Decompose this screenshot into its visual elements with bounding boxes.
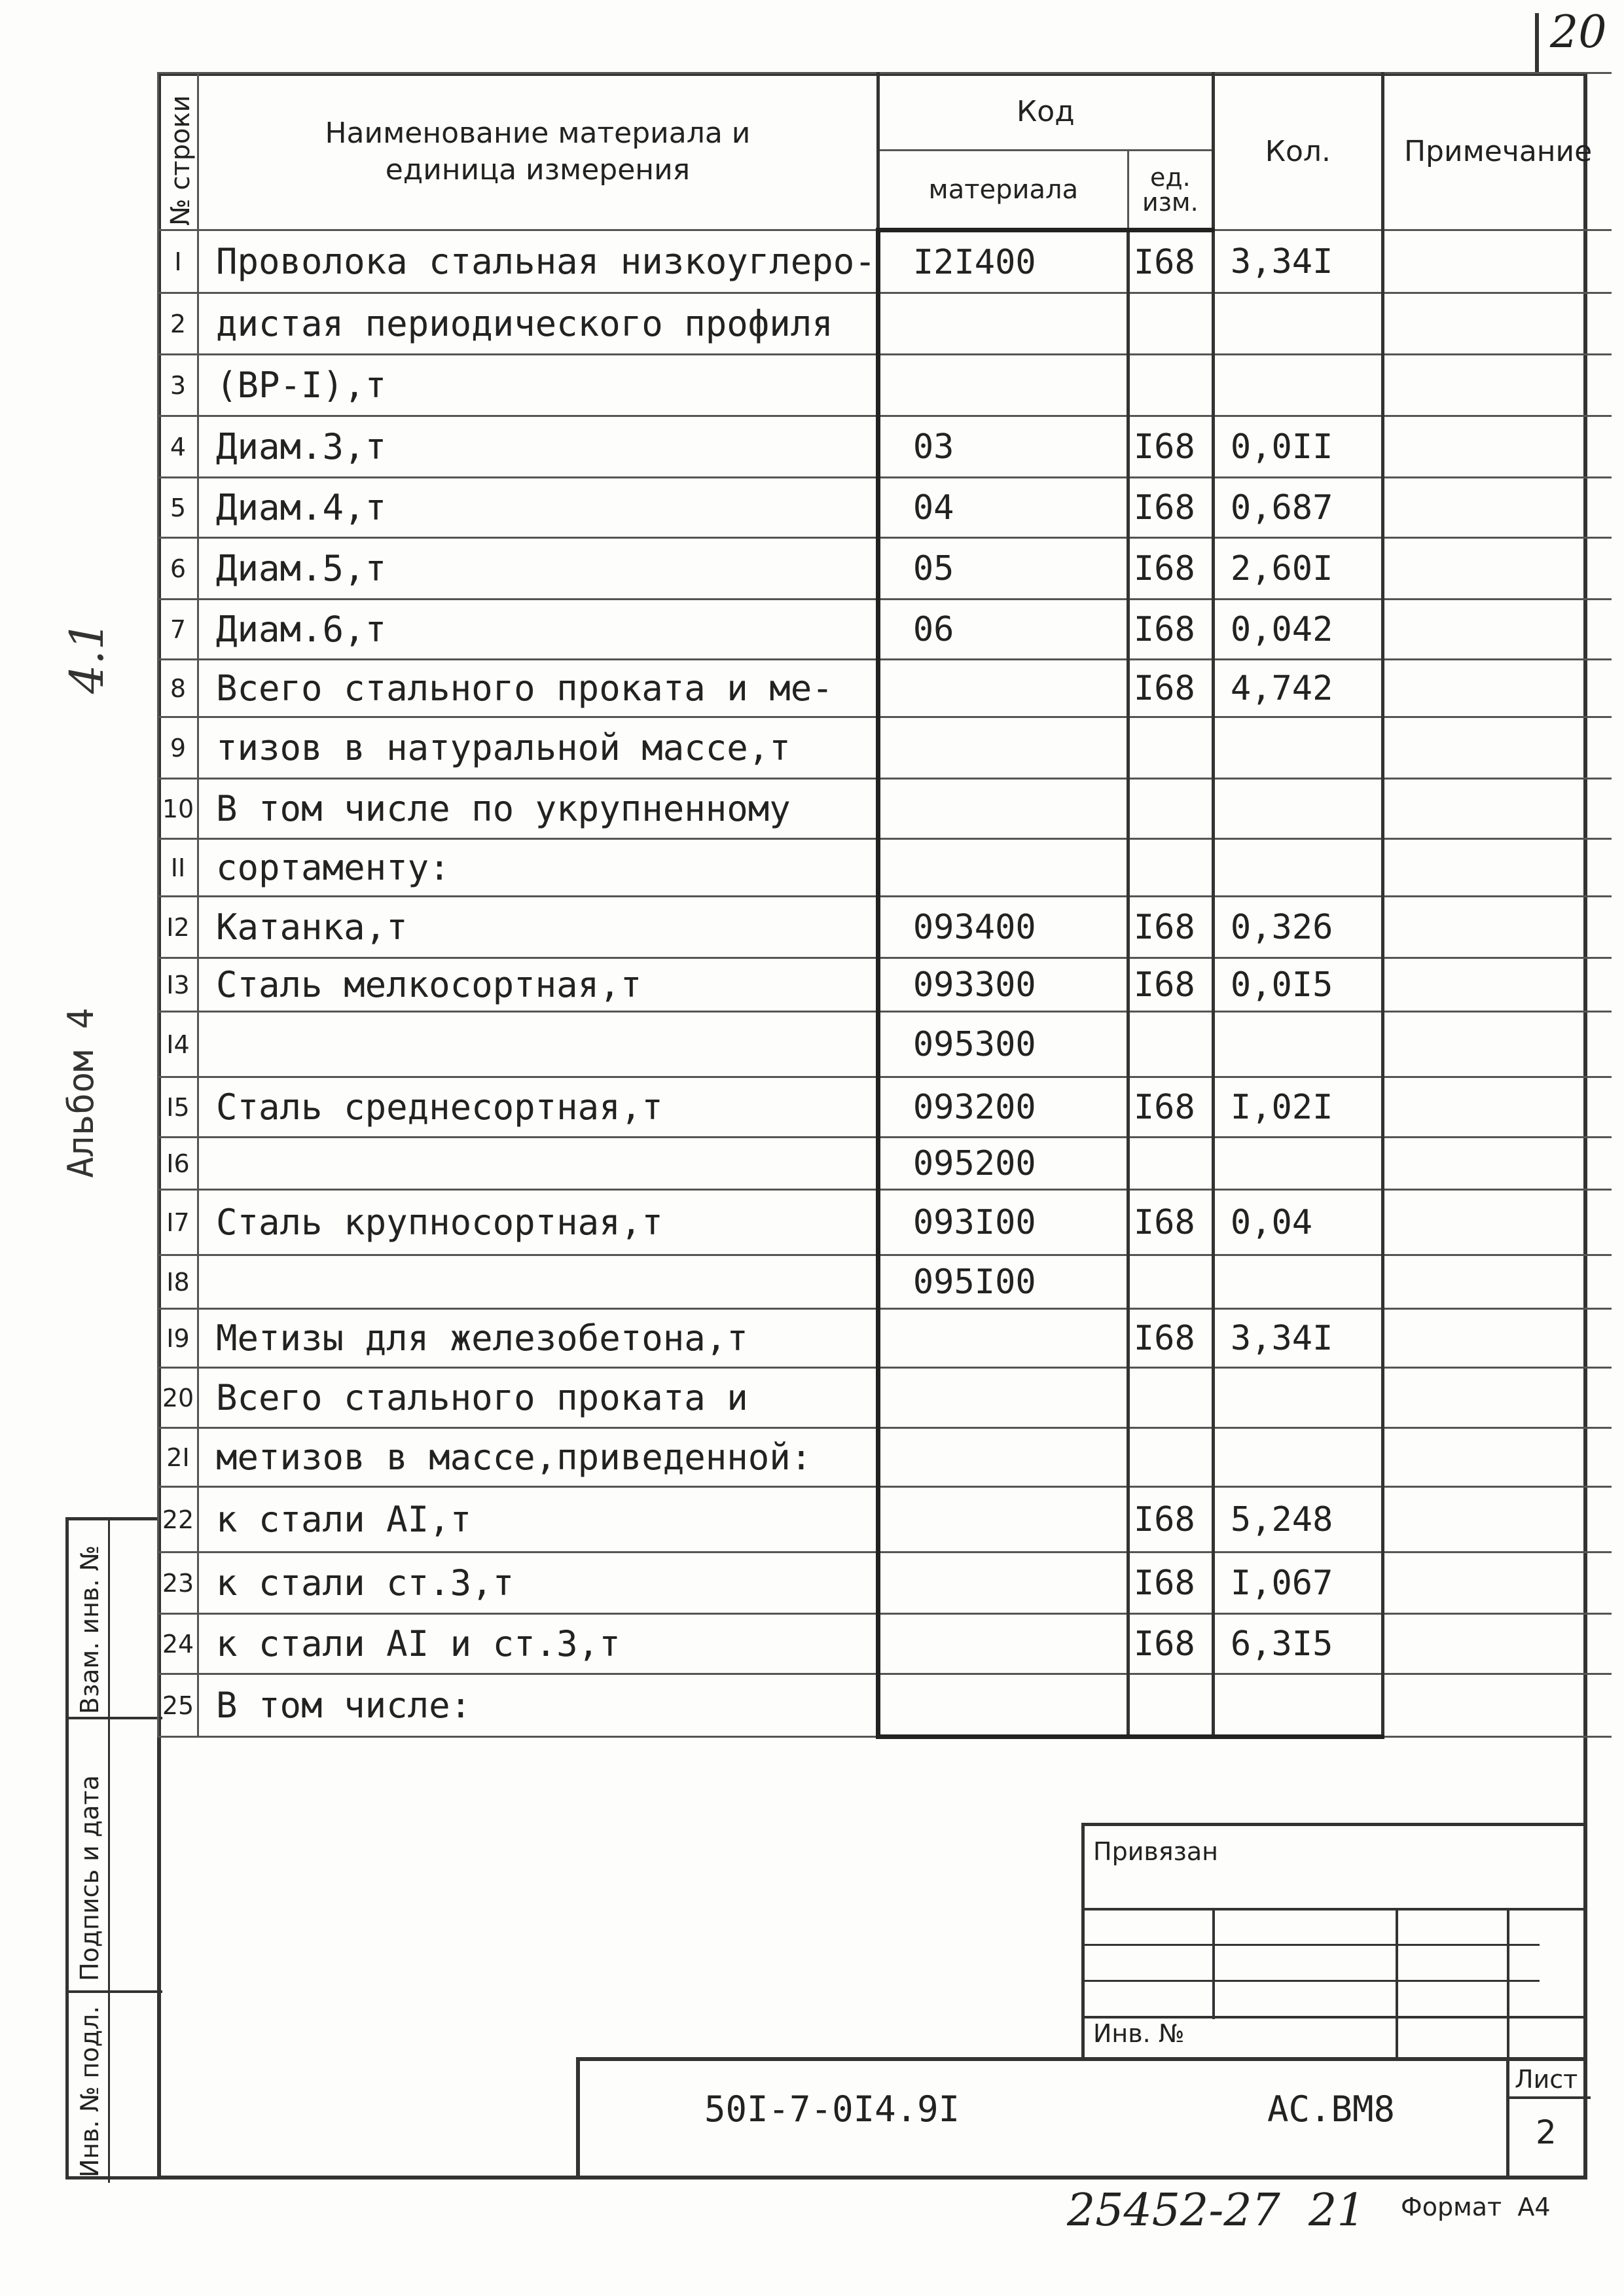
note-cell xyxy=(1382,478,1612,538)
material-name: Проволока стальная низкоуглеро- xyxy=(198,230,878,293)
note-cell xyxy=(1382,1368,1612,1428)
table-row xyxy=(158,355,1612,416)
material-code xyxy=(878,1674,1128,1737)
material-code xyxy=(878,779,1128,839)
material-name: Диам.5,т xyxy=(198,538,878,600)
name-header-line1: Наименование материала и xyxy=(325,116,751,150)
table-row xyxy=(158,478,1612,538)
unit-code xyxy=(1128,1138,1213,1190)
table-row xyxy=(158,1190,1612,1255)
tb-line-4 xyxy=(1081,2016,1587,2018)
note-cell xyxy=(1382,230,1612,293)
quantity xyxy=(1213,293,1382,355)
tb-border-left xyxy=(1081,1823,1085,2058)
table-row xyxy=(158,1077,1612,1138)
unit-code: I68 xyxy=(1128,660,1213,717)
quantity: 2,60I xyxy=(1213,538,1382,600)
row-number: 2 xyxy=(158,293,198,355)
material-code: 093200 xyxy=(878,1077,1128,1138)
material-code xyxy=(878,1309,1128,1368)
material-name: (BP-I),т xyxy=(198,355,878,416)
quantity xyxy=(1213,1138,1382,1190)
material-name: Всего стального проката и ме- xyxy=(198,660,878,717)
unit-code xyxy=(1128,1255,1213,1309)
doc-code-block xyxy=(576,2057,1587,2179)
note-cell xyxy=(1382,1255,1612,1309)
row-no-header xyxy=(158,73,198,230)
table-row xyxy=(158,293,1612,355)
note-header: Примечание xyxy=(1382,73,1612,230)
note-cell xyxy=(1382,839,1612,897)
unit-code: I68 xyxy=(1128,1614,1213,1674)
note-cell xyxy=(1382,416,1612,478)
material-code: 093300 xyxy=(878,958,1128,1012)
format-label: Формат А4 xyxy=(1401,2193,1551,2221)
material-name: В том числе по укрупненному xyxy=(198,779,878,839)
material-code: 093I00 xyxy=(878,1190,1128,1255)
quantity xyxy=(1213,717,1382,779)
unit-code xyxy=(1128,355,1213,416)
sheet-number: 2 xyxy=(1536,2113,1557,2151)
material-code: 095200 xyxy=(878,1138,1128,1190)
quantity: 0,687 xyxy=(1213,478,1382,538)
unit-code: I68 xyxy=(1128,600,1213,660)
row-number: 10 xyxy=(158,779,198,839)
table-row xyxy=(158,1428,1612,1487)
side-note-wrap xyxy=(60,563,113,694)
unit-code: I68 xyxy=(1128,538,1213,600)
table-row xyxy=(158,1309,1612,1368)
quantity: 3,34I xyxy=(1213,230,1382,293)
unit-code: I68 xyxy=(1128,1077,1213,1138)
material-name: Сталь среднесортная,т xyxy=(198,1077,878,1138)
table-row xyxy=(158,1552,1612,1614)
material-name: Всего стального проката и xyxy=(198,1368,878,1428)
name-header xyxy=(198,73,878,230)
table-row xyxy=(158,958,1612,1012)
quantity: I,02I xyxy=(1213,1077,1382,1138)
note-cell xyxy=(1382,1614,1612,1674)
quantity xyxy=(1213,779,1382,839)
note-cell xyxy=(1382,1012,1612,1077)
replaced-inv-cell xyxy=(71,1520,108,1717)
material-code xyxy=(878,1614,1128,1674)
unit-code: I68 xyxy=(1128,897,1213,958)
corner-tick xyxy=(1535,13,1539,72)
sheet-box xyxy=(1506,2061,1587,2179)
replaced-inv-label: Взам. инв. № xyxy=(75,1545,104,1714)
material-name: Диам.4,т xyxy=(198,478,878,538)
row-number: 7 xyxy=(158,600,198,660)
doc-code: 50I-7-0I4.9I xyxy=(704,2089,960,2130)
table-row xyxy=(158,600,1612,660)
sheet-corner-number: 20 xyxy=(1550,7,1607,58)
material-code: 06 xyxy=(878,600,1128,660)
table-row xyxy=(158,1368,1612,1428)
material-name: дистая периодического профиля xyxy=(198,293,878,355)
side-label xyxy=(60,877,113,1178)
unit-code: I68 xyxy=(1128,1190,1213,1255)
sign-date-cell xyxy=(71,1719,108,1990)
sheet-box-line xyxy=(1509,2096,1591,2099)
row-number: II xyxy=(158,839,198,897)
unit-code xyxy=(1128,1368,1213,1428)
material-name: Диам.3,т xyxy=(198,416,878,478)
table-row xyxy=(158,1138,1612,1190)
material-name xyxy=(198,1255,878,1309)
material-code: 093400 xyxy=(878,897,1128,958)
quantity: 0,0II xyxy=(1213,416,1382,478)
quantity: 3,34I xyxy=(1213,1309,1382,1368)
note-cell xyxy=(1382,897,1612,958)
row-number: 23 xyxy=(158,1552,198,1614)
tb-vline-1 xyxy=(1212,1908,1215,2019)
note-cell xyxy=(1382,293,1612,355)
strip-col-line xyxy=(108,1520,110,2183)
row-number: 4 xyxy=(158,416,198,478)
row-number: 22 xyxy=(158,1487,198,1552)
note-cell xyxy=(1382,1077,1612,1138)
sheet-label: Лист xyxy=(1515,2065,1578,2094)
row-number: I8 xyxy=(158,1255,198,1309)
code-unit-header-line1: ед. xyxy=(1149,162,1191,192)
code-header: Код xyxy=(878,73,1213,151)
quantity: 0,04 xyxy=(1213,1190,1382,1255)
unit-code xyxy=(1128,717,1213,779)
unit-code xyxy=(1128,839,1213,897)
note-cell xyxy=(1382,1674,1612,1737)
material-code xyxy=(878,1487,1128,1552)
material-name: к стали AI и ст.3,т xyxy=(198,1614,878,1674)
album-label: Альбом 4 xyxy=(60,1007,101,1178)
note-cell xyxy=(1382,1552,1612,1614)
material-name: тизов в натуральной массе,т xyxy=(198,717,878,779)
quantity: 0,326 xyxy=(1213,897,1382,958)
row-number: 6 xyxy=(158,538,198,600)
material-code: 03 xyxy=(878,416,1128,478)
inv-orig-label: Инв. № подл. xyxy=(75,2005,104,2178)
material-name: Сталь мелкосортная,т xyxy=(198,958,878,1012)
material-name: Сталь крупносортная,т xyxy=(198,1190,878,1255)
material-name: к стали ст.3,т xyxy=(198,1552,878,1614)
row-no-header-label: № строки xyxy=(166,95,196,226)
material-name: сортаменту: xyxy=(198,839,878,897)
tb-vline-3 xyxy=(1507,1908,1509,2058)
material-name: метизов в массе,приведенной: xyxy=(198,1428,878,1487)
table-row xyxy=(158,1012,1612,1077)
unit-code: I68 xyxy=(1128,230,1213,293)
row-number: 9 xyxy=(158,717,198,779)
note-cell xyxy=(1382,1428,1612,1487)
doc-mark: АС.ВМ8 xyxy=(1267,2089,1396,2130)
note-cell xyxy=(1382,538,1612,600)
note-cell xyxy=(1382,1487,1612,1552)
quantity xyxy=(1213,1255,1382,1309)
row-number: I2 xyxy=(158,897,198,958)
quantity: I,067 xyxy=(1213,1552,1382,1614)
quantity: 4,742 xyxy=(1213,660,1382,717)
inv-orig-cell xyxy=(71,1993,108,2183)
row-number: I9 xyxy=(158,1309,198,1368)
note-cell xyxy=(1382,958,1612,1012)
unit-code: I68 xyxy=(1128,478,1213,538)
material-code xyxy=(878,293,1128,355)
qty-header: Кол. xyxy=(1213,73,1382,230)
row-number: 3 xyxy=(158,355,198,416)
quantity: 6,3I5 xyxy=(1213,1614,1382,1674)
material-name xyxy=(198,1012,878,1077)
note-cell xyxy=(1382,1190,1612,1255)
tb-vline-2 xyxy=(1396,1908,1398,2058)
unit-code: I68 xyxy=(1128,416,1213,478)
code-unit-header xyxy=(1128,151,1213,230)
material-code xyxy=(878,660,1128,717)
table-row xyxy=(158,1487,1612,1552)
tb-border-top xyxy=(1081,1823,1587,1826)
quantity xyxy=(1213,1428,1382,1487)
code-material-header: материала xyxy=(878,151,1128,230)
tb-line-3 xyxy=(1081,1980,1540,1982)
table-row xyxy=(158,717,1612,779)
row-number: I xyxy=(158,230,198,293)
material-name: Метизы для железобетона,т xyxy=(198,1309,878,1368)
material-name: Катанка,т xyxy=(198,897,878,958)
row-number: I6 xyxy=(158,1138,198,1190)
table-row xyxy=(158,897,1612,958)
material-code: 05 xyxy=(878,538,1128,600)
unit-code: I68 xyxy=(1128,1309,1213,1368)
row-number: I7 xyxy=(158,1190,198,1255)
material-name: В том числе: xyxy=(198,1674,878,1737)
note-cell xyxy=(1382,600,1612,660)
header-row-1 xyxy=(158,73,1612,151)
table-row xyxy=(158,1674,1612,1737)
table-row xyxy=(158,1255,1612,1309)
sign-date-label: Подпись и дата xyxy=(75,1775,104,1981)
table-row xyxy=(158,660,1612,717)
material-code xyxy=(878,1552,1128,1614)
note-cell xyxy=(1382,660,1612,717)
material-code xyxy=(878,355,1128,416)
row-number: I4 xyxy=(158,1012,198,1077)
material-name xyxy=(198,1138,878,1190)
quantity: 0,042 xyxy=(1213,600,1382,660)
quantity: 5,248 xyxy=(1213,1487,1382,1552)
quantity xyxy=(1213,1012,1382,1077)
material-code xyxy=(878,1428,1128,1487)
material-code xyxy=(878,839,1128,897)
unit-code xyxy=(1128,1012,1213,1077)
unit-code xyxy=(1128,779,1213,839)
note-cell xyxy=(1382,717,1612,779)
material-code: I2I400 xyxy=(878,230,1128,293)
material-name: к стали AI,т xyxy=(198,1487,878,1552)
inv-no-label: Инв. № xyxy=(1093,2019,1185,2048)
unit-code: I68 xyxy=(1128,1487,1213,1552)
table-row xyxy=(158,1614,1612,1674)
material-code: 04 xyxy=(878,478,1128,538)
row-number: 2I xyxy=(158,1428,198,1487)
unit-code xyxy=(1128,1674,1213,1737)
specification-table xyxy=(157,72,1612,1739)
code-unit-header-line2: изм. xyxy=(1142,187,1199,217)
unit-code: I68 xyxy=(1128,958,1213,1012)
note-cell xyxy=(1382,779,1612,839)
material-code xyxy=(878,717,1128,779)
tb-line-2 xyxy=(1081,1944,1540,1946)
row-number: 25 xyxy=(158,1674,198,1737)
row-number: 20 xyxy=(158,1368,198,1428)
row-number: I3 xyxy=(158,958,198,1012)
table-row xyxy=(158,779,1612,839)
row-number: 5 xyxy=(158,478,198,538)
quantity xyxy=(1213,839,1382,897)
table-row xyxy=(158,416,1612,478)
table-row xyxy=(158,230,1612,293)
unit-code xyxy=(1128,293,1213,355)
material-name: Диам.6,т xyxy=(198,600,878,660)
row-number: I5 xyxy=(158,1077,198,1138)
tb-line-1 xyxy=(1081,1908,1587,1910)
note-cell xyxy=(1382,355,1612,416)
bound-to-label: Привязан xyxy=(1093,1837,1218,1866)
material-code xyxy=(878,1368,1128,1428)
row-number: 24 xyxy=(158,1614,198,1674)
unit-code xyxy=(1128,1428,1213,1487)
table-row xyxy=(158,839,1612,897)
row-number: 8 xyxy=(158,660,198,717)
quantity: 0,0I5 xyxy=(1213,958,1382,1012)
material-code: 095300 xyxy=(878,1012,1128,1077)
handwritten-number: 25452-27 21 xyxy=(1067,2185,1365,2236)
table-row xyxy=(158,538,1612,600)
quantity xyxy=(1213,1674,1382,1737)
quantity xyxy=(1213,355,1382,416)
side-note: 4.1 xyxy=(60,620,114,694)
note-cell xyxy=(1382,1138,1612,1190)
material-code: 095I00 xyxy=(878,1255,1128,1309)
note-cell xyxy=(1382,1309,1612,1368)
name-header-line2: единица измерения xyxy=(385,152,691,187)
left-approval-strip xyxy=(65,1517,159,2179)
quantity xyxy=(1213,1368,1382,1428)
unit-code: I68 xyxy=(1128,1552,1213,1614)
